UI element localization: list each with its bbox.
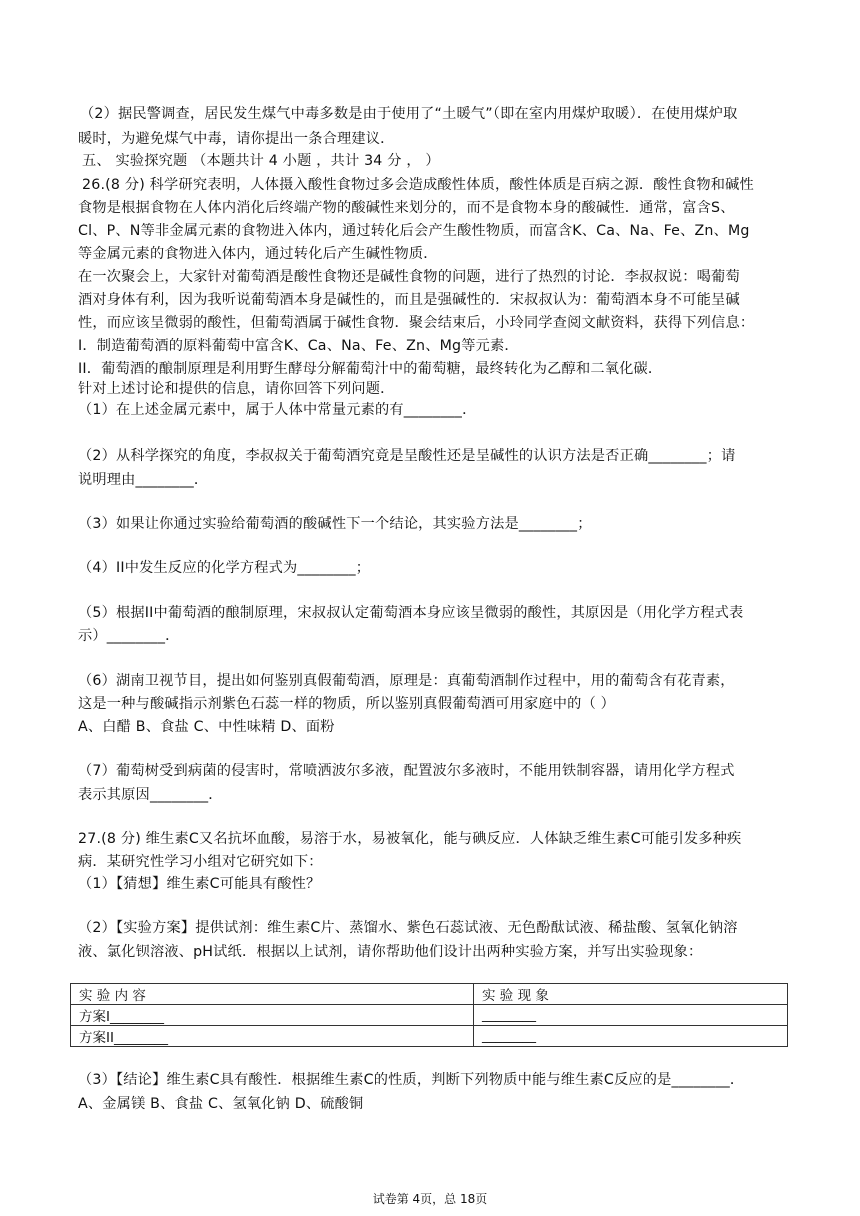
- q27-stem: 27.(8 分) 维生素C又名抗坏血酸，易溶于水，易被氧化，能与碘反应．人体缺乏维生素C可能引发多种疾: [78, 831, 742, 847]
- table-header-cell: 实 验 内 容: [71, 984, 474, 1005]
- q26-stem: 26.(8 分) 科学研究表明，人体摄入酸性食物过多会造成酸性体质，酸性体质是百病之源．酸性食物和碱性: [82, 177, 754, 193]
- q26-part2-line2: 说明理由________．: [78, 472, 209, 488]
- q26-part4: （4）II中发生反应的化学方程式为________；: [78, 560, 371, 576]
- table-header-cell: 实 验 现 象: [474, 984, 788, 1005]
- q26-part5-line1: （5）根据II中葡萄酒的酿制原理，宋叔叔认定葡萄酒本身应该呈微弱的酸性，其原因是（用化学方程式表: [78, 605, 744, 621]
- q26-part6-line2: 这是一种与酸碱指示剂紫色石蕊一样的物质，所以鉴别真假葡萄酒可用家庭中的（ ）: [78, 696, 616, 712]
- q27-part3: （3）【结论】维生素C具有酸性．根据维生素C的性质，判断下列物质中能与维生素C反应的是________．: [78, 1072, 745, 1088]
- page-footer: 试卷第 4页，总 18页: [372, 1192, 488, 1206]
- q26-text: 食物是根据食物在人体内消化后终端产物的酸碱性来划分的，而不是食物本身的酸碱性．通常，富含S、: [78, 200, 735, 216]
- table-cell: 方案I________: [71, 1005, 474, 1026]
- table-header-row: [71, 984, 788, 1005]
- section-heading: 五、 实验探究题 （本题共计 4 小题 ，共计 34 分 ， ）: [82, 153, 440, 169]
- q26-part2-line1: （2）从科学探究的角度，李叔叔关于葡萄酒究竟是呈酸性还是呈碱性的认识方法是否正确________；请: [78, 448, 736, 464]
- q26-part3: （3）如果让你通过实验给葡萄酒的酸碱性下一个结论，其实验方法是________；: [78, 516, 592, 532]
- q25-part2-line1: （2）据民警调查，居民发生煤气中毒多数是由于使用了“土暖气”（即在室内用煤炉取暖）．在使用煤炉取: [80, 106, 738, 122]
- q26-text: 性，而应该呈微弱的酸性，但葡萄酒属于碱性食物．聚会结束后，小玲同学查阅文献资料，获得下列信息：: [78, 315, 755, 331]
- q27-part2-line2: 液、氯化钡溶液、pH试纸．根据以上试剂，请你帮助他们设计出两种实验方案，并写出实验现象：: [78, 944, 703, 960]
- q26-part7-line1: （7）葡萄树受到病菌的侵害时，常喷洒波尔多液，配置波尔多液时，不能用铁制容器，请用化学方程式: [78, 763, 735, 779]
- q27-part1: （1）【猜想】维生素C可能具有酸性？: [78, 876, 321, 892]
- table-row: [71, 1005, 788, 1026]
- q26-text: 在一次聚会上，大家针对葡萄酒是酸性食物还是碱性食物的问题，进行了热烈的讨论．李叔叔说：喝葡萄: [78, 269, 740, 285]
- table-cell: ________: [474, 1026, 788, 1047]
- q26-text: 酒对身体有利，因为我听说葡萄酒本身是碱性的，而且是强碱性的．宋叔叔认为：葡萄酒本身不可能呈碱: [78, 292, 740, 308]
- q26-part5-line2: 示）________．: [78, 628, 180, 644]
- q27-part2-line1: （2）【实验方案】提供试剂：维生素C片、蒸馏水、紫色石蕊试液、无色酚酞试液、稀盐酸、氢氧化钠溶: [78, 920, 738, 936]
- q26-part6-options: A、白醋 B、食盐 C、中性味精 D、面粉: [78, 719, 335, 735]
- q26-text: 等金属元素的食物进入体内，通过转化后产生碱性物质．: [78, 246, 438, 262]
- q26-part6-line1: （6）湖南卫视节目，提出如何鉴别真假葡萄酒，原理是：真葡萄酒制作过程中，用的葡萄含有花青素，: [78, 673, 735, 689]
- q27-stem-line2: 病．某研究性学习小组对它研究如下：: [78, 854, 323, 870]
- q26-instruction: 针对上述讨论和提供的信息，请你回答下列问题．: [78, 381, 395, 397]
- table-row: [71, 1026, 788, 1047]
- experiment-table: [70, 983, 788, 1047]
- q26-info-2: II．葡萄酒的酿制原理是利用野生酵母分解葡萄汁中的葡萄糖，最终转化为乙醇和二氧化碳．: [78, 361, 663, 377]
- table-cell: 方案II________: [71, 1026, 474, 1047]
- q25-part2-line2: 暖时，为避免煤气中毒，请你提出一条合理建议．: [78, 131, 395, 147]
- q27-part3-options: A、金属镁 B、食盐 C、氢氧化钠 D、硫酸铜: [78, 1096, 364, 1112]
- table-cell: ________: [474, 1005, 788, 1026]
- q26-part1: （1）在上述金属元素中，属于人体中常量元素的有________．: [78, 402, 477, 418]
- q26-text: Cl、P、N等非金属元素的食物进入体内，通过转化后会产生酸性物质，而富含K、Ca、Na、Fe、Zn、Mg: [78, 223, 750, 239]
- q26-info-1: I．制造葡萄酒的原料葡萄中富含K、Ca、Na、Fe、Zn、Mg等元素．: [78, 338, 519, 354]
- q26-part7-line2: 表示其原因________．: [78, 787, 223, 803]
